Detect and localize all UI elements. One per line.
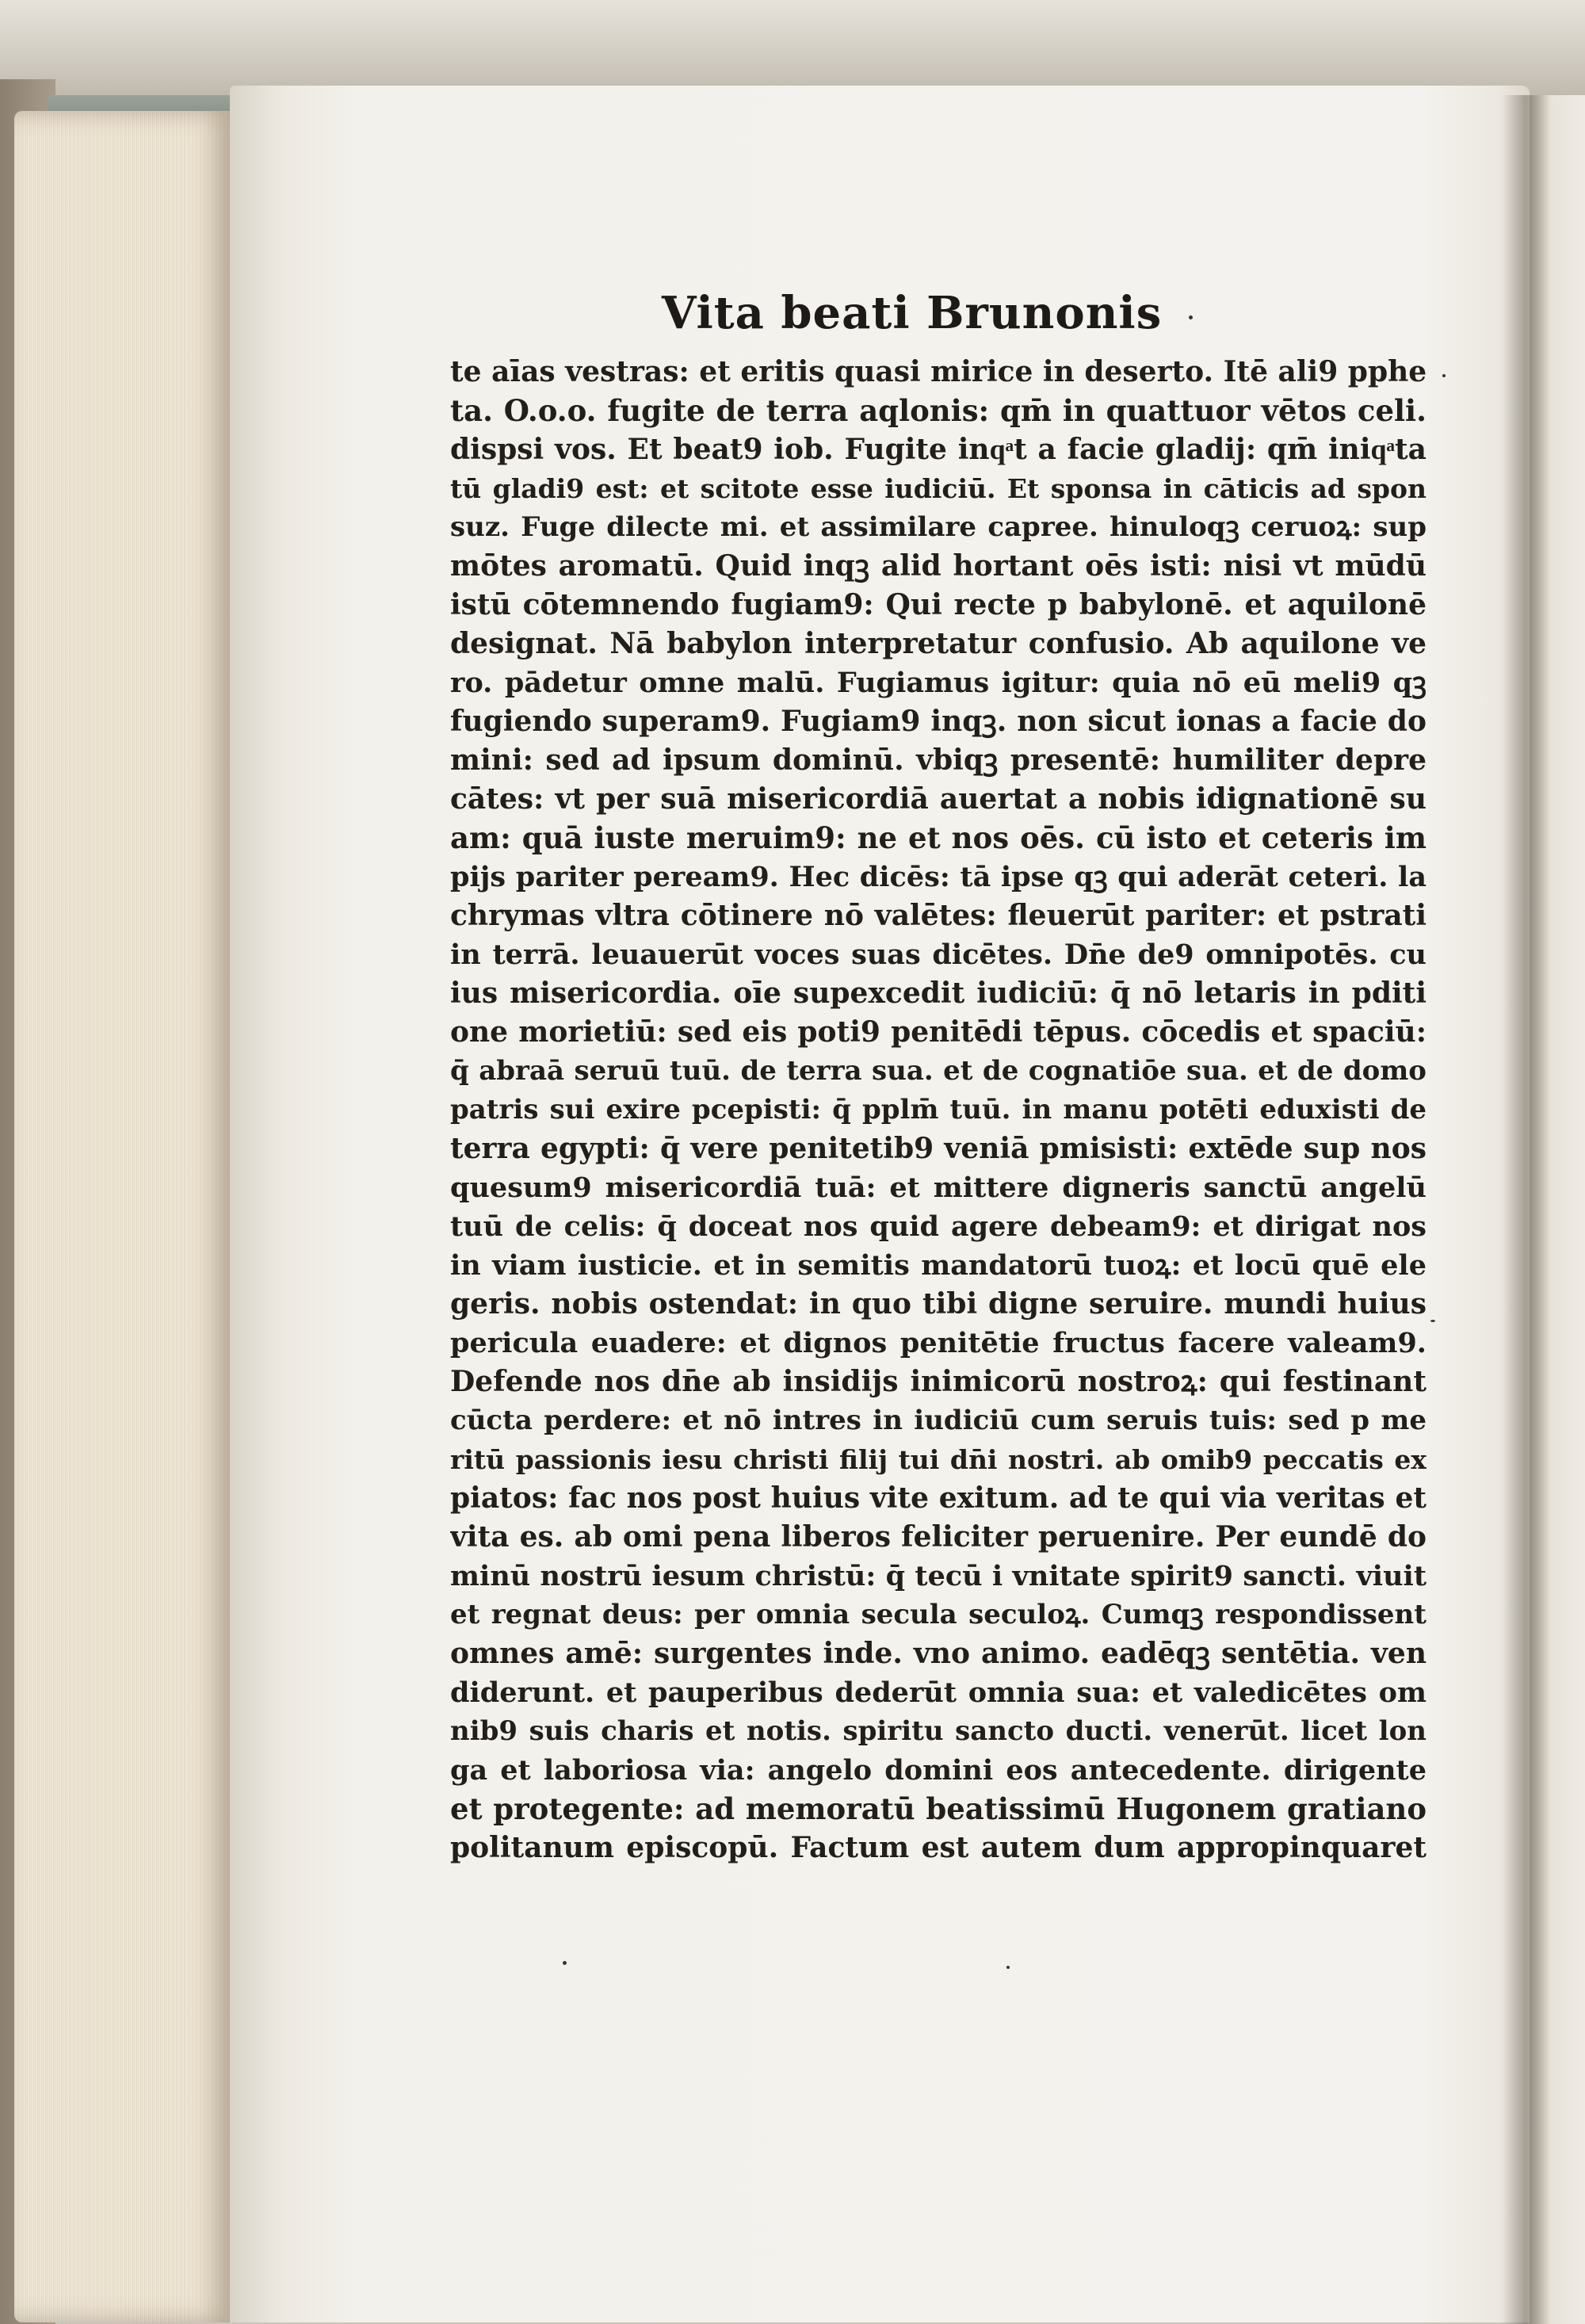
text-line: ius misericordia. oīe supexcedit iudiciū: q̄ nō letaris in pditi — [450, 977, 1426, 1010]
text-line: one morietiū: sed eis poti9 penitēdi tēpus. cōcedis et spaciū: — [450, 1015, 1426, 1049]
text-line: suz. Fuge dilecte mi. et assimilare capree. hinuloqꝫ ceruoꝝ: sup — [450, 511, 1426, 543]
text-line: omnes amē: surgentes inde. vno animo. eadēqꝫ sentētia. ven — [450, 1637, 1426, 1670]
text-line: pericula euadere: et dignos penitētie fructus facere valeam9. — [450, 1327, 1426, 1359]
ink-speck — [563, 1961, 567, 1965]
text-line: designat. Nā babylon interpretatur confusio. Ab aquilone ve — [450, 627, 1426, 660]
text-line: ga et laboriosa via: angelo domini eos antecedente. dirigente — [450, 1754, 1426, 1787]
text-line: geris. nobis ostendat: in quo tibi digne seruire. mundi huius — [450, 1287, 1426, 1321]
text-line: mōtes aromatū. Quid inqꝫ alid hortant oēs isti: nisi vt mūdū — [450, 549, 1426, 583]
text-line: ro. pādetur omne malū. Fugiamus igitur: quia nō eū meli9 qꝫ — [450, 667, 1426, 699]
text-line: chrymas vltra cōtinere nō valētes: fleuerūt pariter: et pstrati — [450, 899, 1426, 932]
text-line: Defende nos dn̄e ab insidijs inimicorū nostroꝝ: qui festinant — [450, 1365, 1426, 1398]
ink-speck — [1189, 315, 1193, 319]
text-line: cātes: vt per suā misericordiā auertat a nobis idignationē su — [450, 782, 1426, 816]
running-head: Vita beati Brunonis — [662, 287, 1163, 339]
text-line: piatos: fac nos post huius vite exitum. ad te qui via veritas et — [450, 1481, 1426, 1515]
gutter-shadow — [1502, 95, 1549, 2324]
text-line: ta. O.o.o. fugite de terra aqlonis: qm̄ in quattuor vētos celi. — [450, 393, 1426, 428]
text-line: in terrā. leuauerūt voces suas dicētes. Dn̄e de9 omnipotēs. cu — [450, 938, 1426, 971]
text-line: istū cōtemnendo fugiam9: Qui recte p babylonē. et aquilonē — [450, 588, 1426, 621]
text-line: tuū de celis: q̄ doceat nos quid agere debeam9: et dirigat nos — [450, 1210, 1426, 1243]
ink-speck — [1430, 1320, 1435, 1322]
text-line: cūcta perdere: et nō intres in iudiciū cum seruis tuis: sed p me — [450, 1405, 1426, 1436]
text-line: minū nostrū iesum christū: q̄ tecū i vnitate spirit9 sancti. viuit — [450, 1560, 1426, 1592]
page-block-edge — [14, 111, 230, 2322]
text-line: et regnat deus: per omnia secula seculoꝝ. Cumqꝫ respondissent — [450, 1599, 1426, 1630]
text-line: et protegente: ad memoratū beatissimū Hugonem gratiano — [450, 1791, 1426, 1826]
text-line: terra egypti: q̄ vere penitetib9 veniā pmisisti: extēde sup nos — [450, 1132, 1426, 1165]
ink-speck — [1006, 1966, 1010, 1969]
ink-speck — [1442, 374, 1446, 377]
text-line: am: quā iuste meruim9: ne et nos oēs. cū isto et ceteris im — [450, 820, 1426, 855]
text-line: q̄ abraā seruū tuū. de terra sua. et de cognatiōe sua. et de domo — [450, 1055, 1426, 1087]
text-line: diderunt. et pauperibus dederūt omnia sua: et valedicētes om — [450, 1676, 1426, 1709]
text-line: vita es. ab omi pena liberos feliciter peruenire. Per eundē do — [450, 1520, 1426, 1554]
text-line: mini: sed ad ipsum dominū. vbiqꝫ presentē: humiliter depre — [450, 743, 1426, 777]
text-line: dispsi vos. Et beat9 iob. Fugite inqͣt a facie gladij: qm̄ iniqͣta — [450, 433, 1426, 466]
text-line: fugiendo superam9. Fugiam9 inqꝫ. non sicut ionas a facie do — [450, 705, 1426, 738]
text-line: pijs pariter peream9. Hec dicēs: tā ipse qꝫ qui aderāt ceteri. la — [450, 861, 1426, 893]
text-line: tū gladi9 est: et scitote esse iudiciū. Et sponsa in cāticis ad spon — [450, 473, 1426, 504]
text-line: te aīas vestras: et eritis quasi mirice in deserto. Itē ali9 pphe — [450, 355, 1426, 388]
text-line: ritū passionis iesu christi filij tui dn̄i nostri. ab omib9 peccatis ex — [450, 1444, 1426, 1475]
text-line: politanum episcopū. Factum est autem dum appropinquaret — [450, 1831, 1426, 1864]
text-line: quesum9 misericordiā tuā: et mittere digneris sanctū angelū — [450, 1172, 1426, 1204]
text-line: patris sui exire pcepisti: q̄ pplm̄ tuū. in manu potēti eduxisti de — [450, 1094, 1426, 1126]
body-text — [450, 353, 1426, 1867]
text-line: in viam iusticie. et in semitis mandatorū tuoꝝ: et locū quē ele — [450, 1249, 1426, 1282]
text-line: nib9 suis charis et notis. spiritu sancto ducti. venerūt. licet lon — [450, 1715, 1426, 1747]
